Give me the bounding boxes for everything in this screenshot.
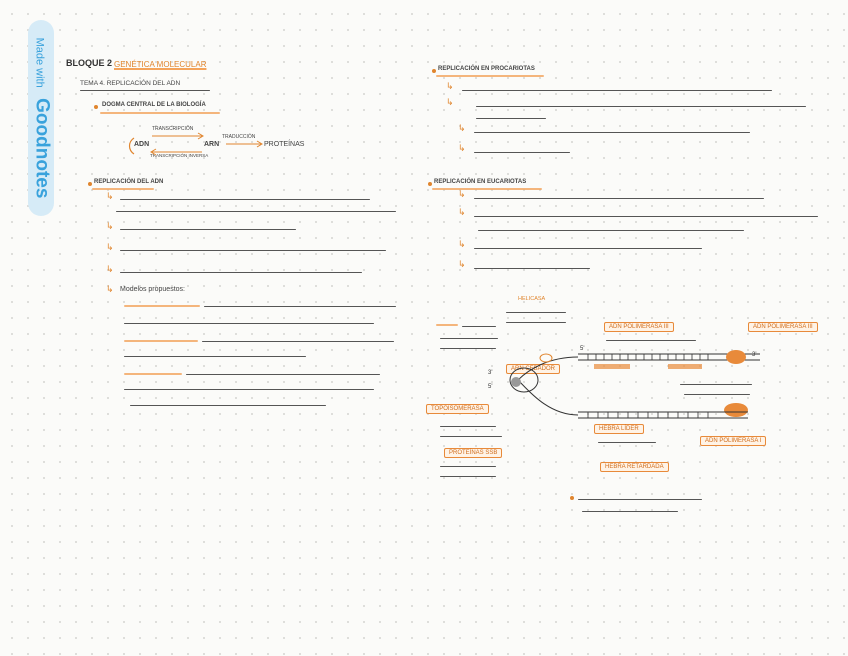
eucariotas-heading: REPLICACIÓN EN EUCARIOTAS <box>434 179 527 185</box>
watermark-brand: Goodnotes <box>31 98 52 199</box>
bullet-dot <box>432 69 436 73</box>
dogma-arn: ARN <box>204 141 220 148</box>
dogma-heading: DOGMA CENTRAL DE LA BIOLOGÍA <box>102 102 206 108</box>
label-topoisomerasa: TOPOISOMERASA <box>426 404 489 414</box>
dogma-adn: ADN <box>134 141 150 148</box>
bullet-dot <box>88 182 92 186</box>
dogma-proteinas: PROTEÍNAS <box>264 141 305 148</box>
watermark-prefix: Made with <box>33 37 45 88</box>
replicacion-heading: REPLICACIÓN DEL ADN <box>94 179 164 185</box>
svg-text:3': 3' <box>488 370 493 376</box>
label-arn-cebador: ARN CEBADOR <box>506 364 560 374</box>
label-adn-pol-iii-right: ADN POLIMERASA III <box>748 322 818 332</box>
bullet-dot <box>570 496 574 500</box>
topic-title: TEMA 4. REPLICACIÓN DEL ADN <box>80 80 181 87</box>
goodnotes-watermark <box>28 20 54 216</box>
replicacion-underline <box>92 188 154 190</box>
modelos-label: Modelos propuestos: <box>120 286 185 293</box>
bullet-dot <box>94 105 98 109</box>
label-adn-pol-i: ADN POLIMERASA I <box>700 436 766 446</box>
topic-underline <box>80 90 210 91</box>
bullet-dot <box>428 182 432 186</box>
label-helicasa: HELICASA <box>518 296 546 302</box>
dogma-arrows <box>126 124 266 166</box>
dogma-transcripcion-inversa: TRANSCRIPCIÓN INVERSA <box>150 153 209 158</box>
dogma-transcripcion: TRANSCRIPCIÓN <box>152 126 194 132</box>
label-proteinas-ssb: PROTEÍNAS SSB <box>444 448 502 458</box>
watermark-text <box>30 38 52 199</box>
label-hebra-retardada: HEBRA RETARDADA <box>600 462 669 472</box>
block-title: BLOQUE 2 <box>66 58 113 68</box>
label-adn-pol-iii: ADN POLIMERASA III <box>604 322 674 332</box>
dogma-traduccion: TRADUCCIÓN <box>222 134 256 140</box>
label-5prime-top: 5' <box>580 346 585 352</box>
block-subtitle: GENÉTICA MOLECULAR <box>114 60 207 69</box>
procariotas-heading: REPLICACIÓN EN PROCARIOTAS <box>438 66 535 72</box>
svg-text:5': 5' <box>488 384 493 390</box>
dogma-underline <box>100 112 220 114</box>
label-hebra-lider: HEBRA LÍDER <box>594 424 644 434</box>
label-3prime-top: 3' <box>752 352 757 358</box>
